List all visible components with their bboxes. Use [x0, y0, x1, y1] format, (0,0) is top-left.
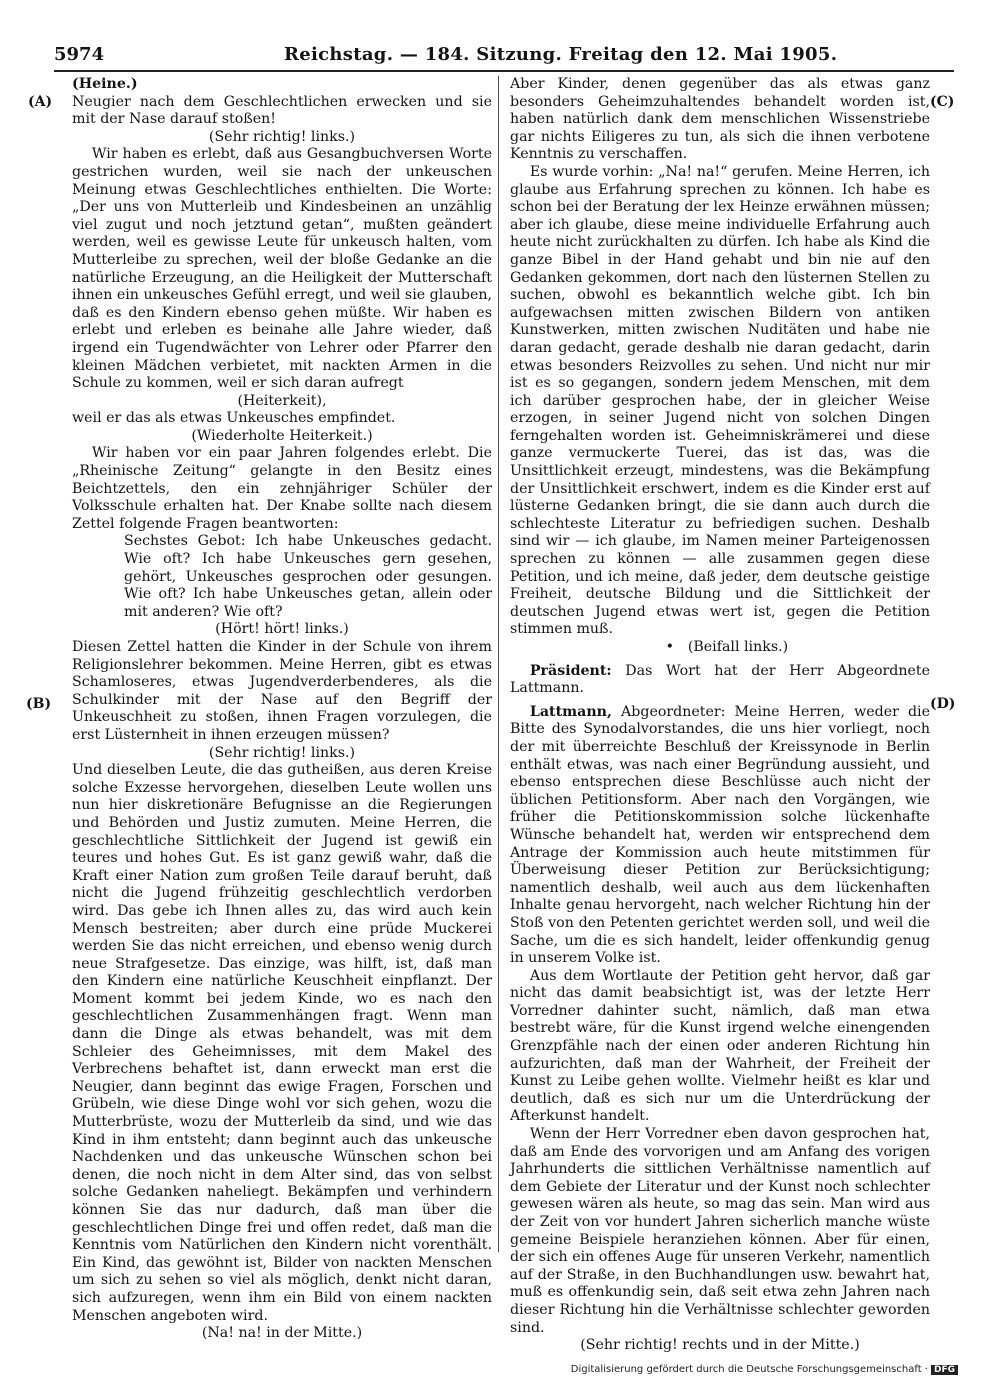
president-paragraph — [510, 663, 930, 698]
margin-marker-c: (C) — [930, 94, 955, 110]
paragraph: Aus dem Wortlaute der Petition geht hervor, daß gar nicht das damit beabsichtigt ist, was der letzte Herr Vorredner dahinter sucht, nämlich, daß man etwa bestrebt wäre, für die Kunst irgend welche einengenden Grenzpfähle nach der einen oder anderen Richtung hin aufzurichten, daß man der Wahrheit, der Freiheit der Kunst zu Leibe gehen wollte. Vielmehr heißt es klar und deutlich, daß es sich nur um die Unterdrückung der Afterkunst handelt. — [510, 967, 930, 1125]
interjection: (Beifall links.) — [687, 639, 789, 655]
speaker-label: Lattmann, — [529, 703, 612, 720]
interjection: (Sehr richtig! links.) — [208, 744, 356, 761]
margin-marker-a: (A) — [28, 94, 53, 110]
header-rule — [54, 70, 954, 72]
margin-marker-d: (D) — [930, 696, 956, 712]
right-column — [510, 76, 930, 1355]
speaker-label: Präsident: — [529, 662, 612, 679]
left-column — [72, 76, 492, 1343]
column-divider — [498, 76, 499, 1252]
lattmann-paragraph — [510, 704, 930, 968]
footer-text: Digitalisierung gefördert durch die Deutsche Forschungsgemeinschaft · — [570, 1364, 928, 1375]
interjection: (Sehr richtig! links.) — [208, 128, 356, 145]
paragraph: weil er das als etwas Unkeusches empfindet. — [72, 410, 396, 427]
footer-credit — [571, 1364, 958, 1375]
paragraph: Wenn der Herr Vorredner eben davon gesprochen hat, daß am Ende des vorvorigen und am Anfang des vorigen Jahrhunderts die sittlichen Verhältnisse namentlich auf dem Gebiete der Literatur und der Kunst noch schlechter gewesen wären als heute, so mag das sein. Man wird aus der Zeit von vor hundert Jahren sicherlich manche wüste gemeine Beispiele heranziehen können. Aber für einen, der sich ein offenes Auge für unseren Verkehr, namentlich auf der Straße, in den Buchhandlungen usw. bewahrt hat, muß es offenkundig sein, daß seit etwa zehn Jahren nach dieser Richtung hin die Verhältnisse schlechter geworden sind. — [510, 1126, 930, 1336]
interjection: (Na! na! in der Mitte.) — [201, 1325, 363, 1342]
paragraph: Wir haben vor ein paar Jahren folgendes erlebt. Die „Rheinische Zeitung“ gelangte in den Besitz eines Beichtzettels, den ein zehnjähriger Schüler der Volksschule erhalten hat. Der Knabe sollte nach diesem Zettel folgende Fragen beantworten: — [72, 445, 492, 532]
speaker-text: Abgeordneter: Meine Herren, weder die Bitte des Synodalvorstandes, die uns hier vorliegt, noch der mit überreichte Beschluß der Kreissynode in Berlin enthält etwas, was nach einer Begründung aussieht, und ebenso entsprechen diese Beschlüsse auch nicht der üblichen Petitionsform. Aber nach den Vorgängen, wie früher die Petitionskommission solche lückenhafte Wünsche behandelt hat, werden wir entsprechend dem Antrage der Kommission auch heute mitstimmen für Überweisung dieser Petition zur Berücksichtigung; namentlich deshalb, weil auch aus dem lückenhaften Inhalte genau hervorgeht, nach welcher Richtung hin der Stoß von den Petenten gerichtet werden soll, und weil die Sache, um die es sich handelt, leider offenkundig genug in unserem Volke ist. — [510, 703, 930, 967]
interjection: (Heiterkeit), — [237, 392, 327, 409]
interjection-line — [510, 639, 930, 657]
speaker-tag: (Heine.) — [72, 76, 138, 92]
interjection: (Sehr richtig! rechts und in der Mitte.) — [580, 1337, 860, 1354]
paragraph: Neugier nach dem Geschlechtlichen erwecken und sie mit der Nase darauf stoßen! — [72, 93, 492, 128]
interjection: (Hört! hört! links.) — [215, 621, 349, 638]
interjection: (Wiederholte Heiterkeit.) — [191, 427, 373, 444]
block-quote: Sechstes Gebot: Ich habe Unkeusches gedacht. Wie oft? Ich habe Unkeusches gern gesehen, gehört, Unkeusches gesprochen oder gesungen. Wie oft? Ich habe Unkeusches getan, allein oder mit anderen? Wie oft? — [124, 533, 492, 620]
running-title: Reichstag. — 184. Sitzung. Freitag den 12. Mai 1905. — [284, 44, 838, 65]
paragraph: Aber Kinder, denen gegenüber das als etwas ganz besonders Geheimzuhaltendes behandelt worden ist, haben natürlich dank dem menschlichen Wissenstriebe gar nichts Eiligeres zu tun, als sich die ihnen verbotene Kenntnis zu verschaffen. — [510, 76, 930, 163]
paragraph: Wir haben es erlebt, daß aus Gesangbuchversen Worte gestrichen wurden, weil sie nach der unkeuschen Meinung etwas Geschlechtliches enthielten. Die Worte: „Der uns von Mutterleib und Kindesbeinen an unzählig viel zugut und noch jetztund getan“, mußten geändert werden, weil es gewisse Leute für unkeusch halten, vom Mutterleibe zu sprechen, weil der bloße Gedanke an die natürliche Erzeugung, an die Heiligkeit der Mutterschaft ihnen ein unkeusches Gefühl erregt, und weil sie glauben, daß es den Kindern ebenso gehen müßte. Wir haben es erlebt und erleben es beinahe alle Jahre wieder, daß irgend ein Tugendwächter von Lehrer oder Pfarrer den kleinen Mädchen verbietet, mit nackten Armen in die Schule zu kommen, weil er sich daran aufregt — [72, 146, 492, 392]
bullet-mark: • — [665, 639, 675, 655]
paragraph: Diesen Zettel hatten die Kinder in der Schule von ihrem Religionslehrer bekommen. Meine Herren, gibt es etwas Schamloseres, etwas Jugendverderbenderes, als die Schulkinder mit der Nase auf den Begriff der Unkeuschheit zu stoßen, ihnen Fragen vorzulegen, die erst Lüsternheit in ihnen erzeugen müssen? — [72, 639, 492, 743]
paragraph: Es wurde vorhin: „Na! na!“ gerufen. Meine Herren, ich glaube aus Erfahrung sprechen zu können. Ich habe es schon bei der Beratung der lex Heinze erwähnen müssen; aber ich glaube, diese meine individuelle Erfahrung auch heute nicht zurückhalten zu dürfen. Ich habe als Kind die ganze Bibel in der Hand gehabt und bin nie auf den Gedanken gekommen, dort nach den lüsternen Stellen zu suchen, obwohl es bekanntlich welche gibt. Ich bin aufgewachsen mitten zwischen Bildern von antiken Kunstwerken, mitten zwischen Nuditäten und habe nie daran gedacht, gerade deshalb nie daran gedacht, darin etwas besonders Reizvolles zu sehen. Und nicht nur mir ist es so gegangen, sondern jedem Menschen, mit dem ich darüber gesprochen habe, der in gleicher Weise erzogen, in seiner Jugend nicht von solchen Dingen ferngehalten worden ist. Geheimniskrämerei und diese ganze vermuckerte Tuerei, das ist das, was die Unsittlichkeit erzeugt, mindestens, was die Bekämpfung der Unsittlichkeit erschwert, indem es die Kinder erst auf lüsterne Gedanken bringt, die sie dann auch durch die schlechteste Literatur zu befriedigen suchen. Deshalb sind wir — ich glaube, im Namen meiner Parteigenossen sprechen zu können — alle zusammen gegen diese Petition, und ich meine, daß jeder, dem deutsche geistige Freiheit, deutsche Bildung und die Sittlichkeit der deutschen Jugend etwas wert ist, gegen die Petition stimmen muß. — [510, 163, 930, 638]
page-header — [54, 44, 954, 70]
page-number: 5974 — [54, 44, 105, 65]
dfg-logo: DFG — [931, 1365, 958, 1375]
speaker-text: Das Wort hat der Herr Abgeordnete Lattmann. — [510, 662, 930, 697]
margin-marker-b: (B) — [26, 696, 52, 712]
paragraph: Und dieselben Leute, die das gutheißen, aus deren Kreise solche Exzesse hervorgehen, dieselben Leute wollen uns nun hier diskretionäre Befugnisse an die Regierungen und Behörden und Justiz zumuten. Meine Herren, die geschlechtliche Sittlichkeit der Jugend ist gewiß ein teures und hohes Gut. Es ist ganz gewiß wahr, daß die Kraft einer Nation zum großen Teile darauf beruht, daß nicht die Jugend frühzeitig geschlechtlich verdorben wird. Das gebe ich Ihnen alles zu, das wird auch kein Mensch bestreiten; aber durch eine prüde Muckerei werden Sie das nicht erreichen, und ebenso wenig durch neue Strafgesetze. Das einzige, was hilft, ist, daß man den Kindern eine natürliche Keuschheit einpflanzt. Der Moment kommt bei jedem Kinde, wo es nach den geschlechtlichen Zusammenhängen fragt. Wenn man dann die Dinge als etwas behandelt, was mit dem Schleier des Geheimnisses, mit dem Makel des Verbrechens behaftet ist, dann erweckt man erst die Neugier, dann beginnt das ewige Fragen, Forschen und Grübeln, wie diese Dinge wohl vor sich gehen, wozu die Mutterbrüste, wozu der Mutterleib da sind, und wie das Kind in ihm entsteht; dann beginnt auch das unkeusche Nachdenken und das unkeusche Wünschen schon bei denen, die noch nicht in dem Alter sind, das von selbst solche Gedanken naheliegt. Bekämpfen und verhindern können Sie das nur dadurch, daß man über die geschlechtlichen Dinge frei und offen redet, daß man die Kenntnis vom Natürlichen den Kindern nicht vorenthält. Ein Kind, das gewöhnt ist, Bilder von nackten Menschen um sich zu sehen so viel als möglich, denkt nicht daran, sich aufzuregen, wenn ihm ein Bild von einem nackten Menschen angeboten wird. — [72, 762, 492, 1324]
